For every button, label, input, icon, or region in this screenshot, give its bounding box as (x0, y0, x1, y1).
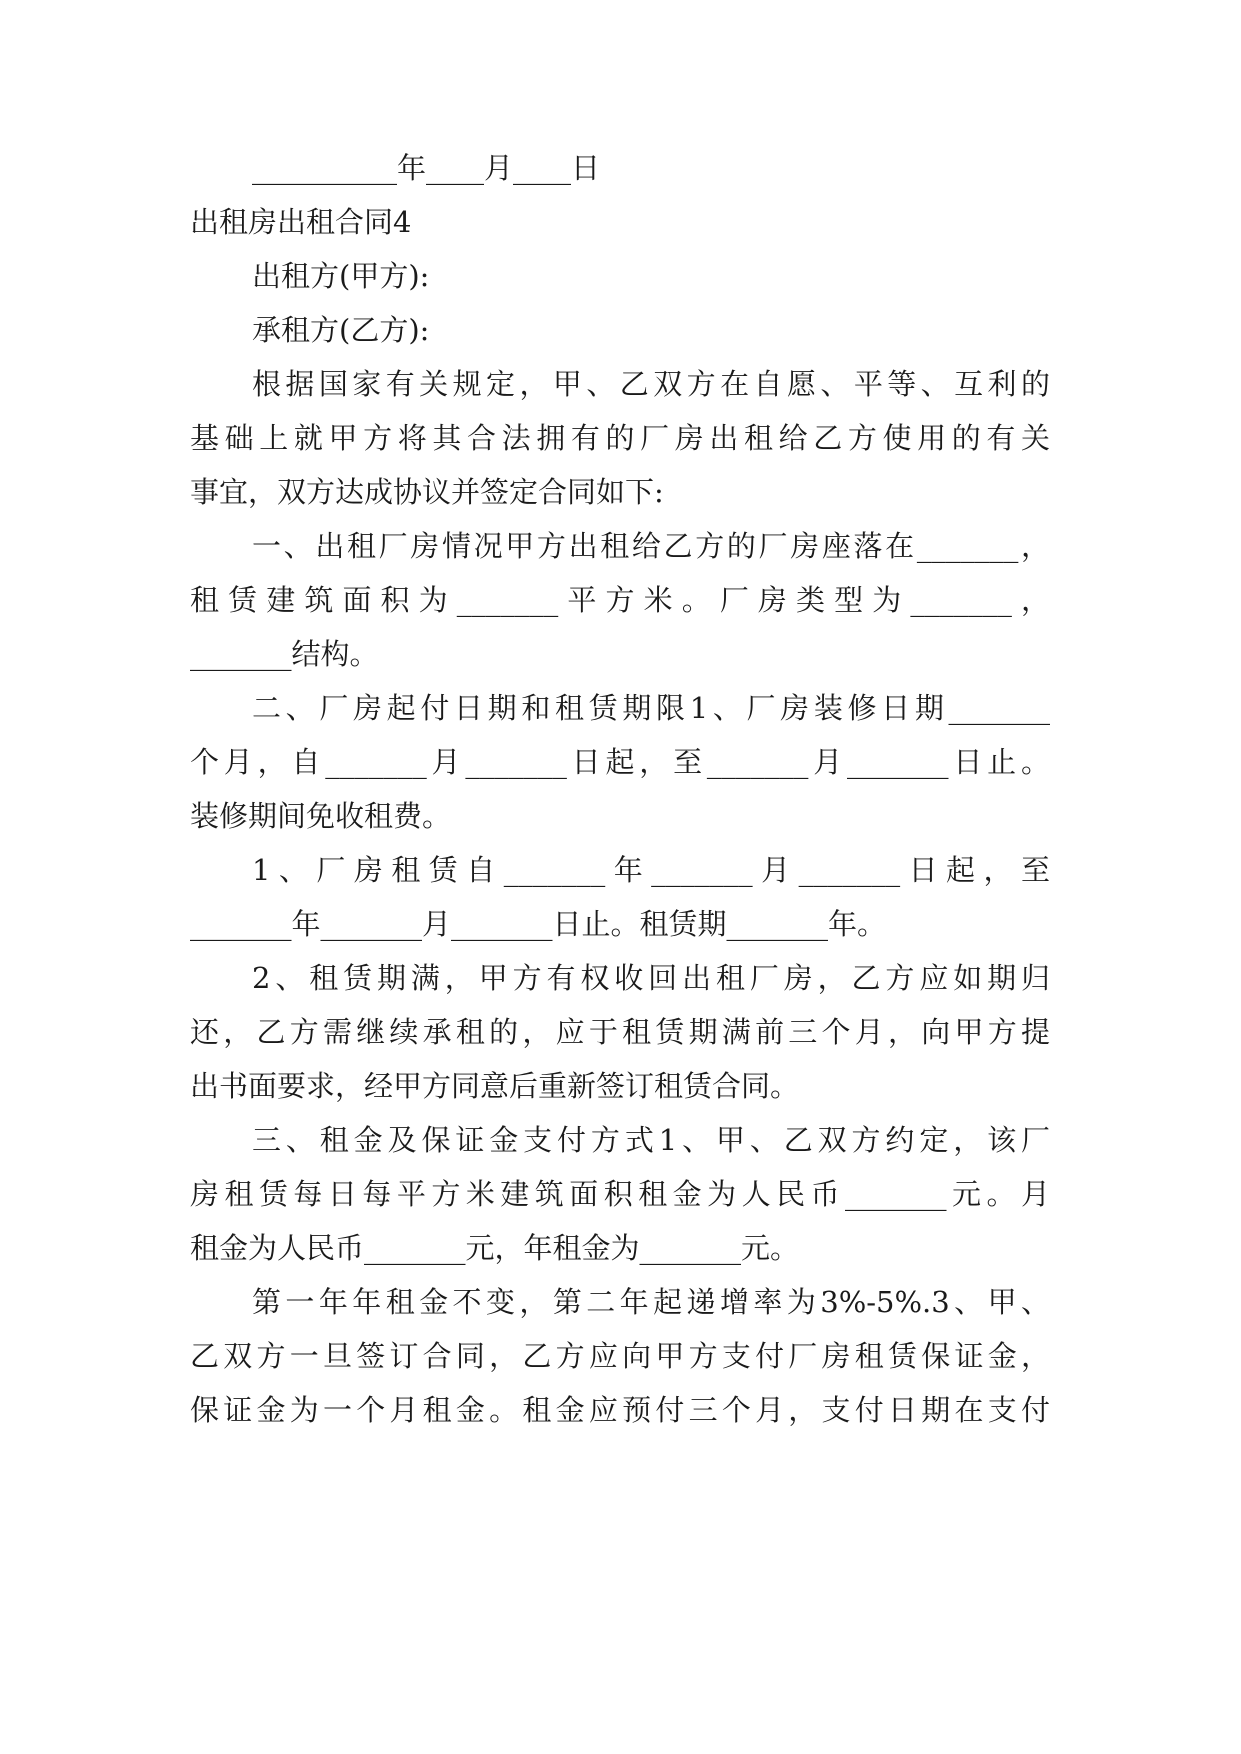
paragraph-line: 乙双方一旦签订合同，乙方应向甲方支付厂房租赁保证金， (190, 1339, 1050, 1373)
party-a-label: 出租方(甲方): (252, 259, 430, 293)
paragraph-line: 一、出租厂房情况甲方出租给乙方的厂房座落在_______， (252, 529, 1050, 563)
date-line: __________年____月____日 (252, 151, 601, 185)
paragraph-line: 房租赁每日每平方米建筑面积租金为人民币_______元。月 (190, 1177, 1050, 1211)
paragraph-line: 装修期间免收租费。 (190, 799, 452, 833)
paragraph-line: 根据国家有关规定，甲、乙双方在自愿、平等、互利的 (252, 367, 1050, 401)
contract-title: 出租房出租合同4 (190, 205, 412, 239)
paragraph-line: 基础上就甲方将其合法拥有的厂房出租给乙方使用的有关 (190, 421, 1050, 455)
paragraph-line: _______结构。 (190, 637, 379, 671)
party-b-label: 承租方(乙方): (252, 313, 430, 347)
paragraph-line: 出书面要求，经甲方同意后重新签订租赁合同。 (190, 1069, 800, 1103)
paragraph-line: 个月，自_______月_______日起，至_______月_______日止。 (190, 745, 1050, 779)
paragraph-line: 事宜，双方达成协议并签定合同如下: (190, 475, 664, 509)
paragraph-line: 2、租赁期满，甲方有权收回出租厂房，乙方应如期归 (252, 961, 1050, 995)
paragraph-line: 还，乙方需继续承租的，应于租赁期满前三个月，向甲方提 (190, 1015, 1050, 1049)
paragraph-line: 二、厂房起付日期和租赁期限1、厂房装修日期_______ (252, 691, 1050, 725)
paragraph-line: 租赁建筑面积为_______平方米。厂房类型为_______， (190, 583, 1050, 617)
paragraph-line: _______年_______月_______日止。租赁期_______年。 (190, 907, 887, 941)
paragraph-line: 第一年年租金不变，第二年起递增率为3%-5%.3、甲、 (252, 1285, 1050, 1319)
paragraph-line: 1、厂房租赁自_______年_______月_______日起，至 (252, 853, 1050, 887)
paragraph-line: 保证金为一个月租金。租金应预付三个月，支付日期在支付 (190, 1393, 1050, 1427)
paragraph-line: 租金为人民币_______元，年租金为_______元。 (190, 1231, 800, 1265)
paragraph-line: 三、租金及保证金支付方式1、甲、乙双方约定，该厂 (252, 1123, 1050, 1157)
